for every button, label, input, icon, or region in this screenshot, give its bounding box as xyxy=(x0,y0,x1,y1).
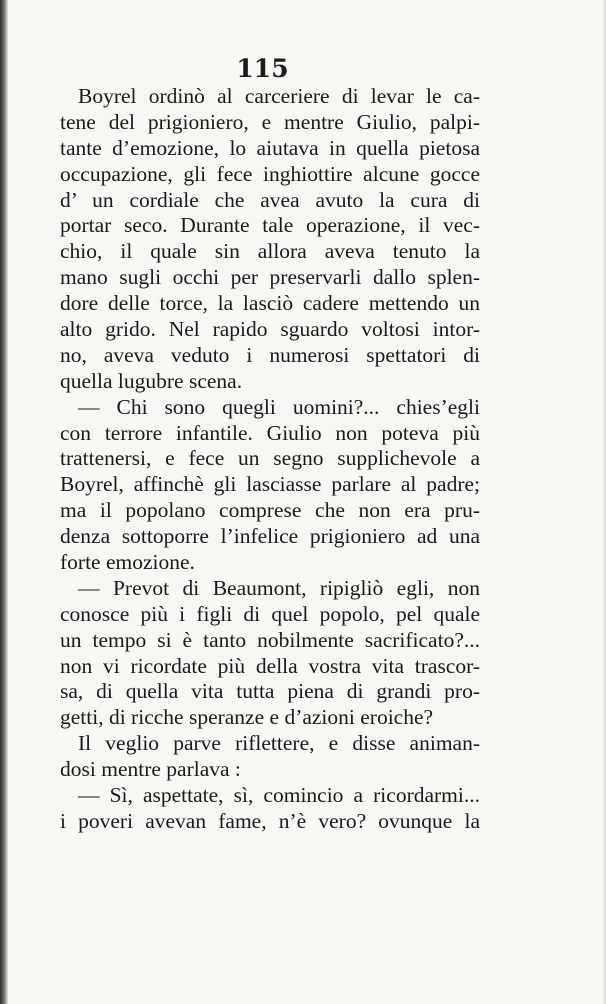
text-line: dore delle torce, la lasciò cadere mettendo un xyxy=(60,291,480,316)
body-text xyxy=(60,84,480,835)
text-line: quella lugubre scena. xyxy=(60,368,243,393)
text-line: d’ un cordiale che avea avuto la cura di xyxy=(60,187,480,212)
text-line: chio, il quale sin allora aveva tenuto la xyxy=(60,239,480,264)
text-line: alto grido. Nel rapido sguardo voltosi intor- xyxy=(60,317,480,342)
text-line: occupazione, gli fece inghiottire alcune gocce xyxy=(60,161,480,186)
text-line: sa, di quella vita tutta piena di grandi pro- xyxy=(60,679,480,704)
text-line: conosce più i figli di quel popolo, pel quale xyxy=(60,601,480,626)
text-line: trattenersi, e fece un segno supplichevole a xyxy=(60,446,480,471)
text-line: un tempo si è tanto nobilmente sacrificato?... xyxy=(60,627,480,652)
text-line: portar seco. Durante tale operazione, il vec- xyxy=(60,213,480,238)
page-right-edge xyxy=(602,0,606,1004)
page-binding-edge xyxy=(0,0,8,1004)
text-line: — Sì, aspettate, sì, comincio a ricordarmi... xyxy=(78,783,480,808)
text-line: dosi mentre parlava : xyxy=(60,757,241,782)
text-line: — Chi sono quegli uomini?... chies’egli xyxy=(78,394,480,419)
text-line: mano sugli occhi per preservarli dallo splen- xyxy=(60,265,480,290)
text-line: denza sottoporre l’infelice prigioniero ad una xyxy=(60,524,480,549)
text-line: Boyrel, affinchè gli lasciasse parlare al padre; xyxy=(60,472,480,497)
text-line: i poveri avevan fame, n’è vero? ovunque la xyxy=(60,808,480,833)
text-line: con terrore infantile. Giulio non poteva più xyxy=(60,420,480,445)
text-line: forte emozione. xyxy=(60,550,195,575)
text-line: ma il popolano comprese che non era pru- xyxy=(60,498,480,523)
text-line: Il veglio parve riflettere, e disse animan- xyxy=(78,731,480,756)
text-line: Boyrel ordinò al carceriere di levar le ca- xyxy=(78,84,480,108)
text-line: non vi ricordate più della vostra vita trascor- xyxy=(60,653,480,678)
text-line: getti, di ricche speranze e d’azioni eroiche? xyxy=(60,705,434,730)
page-number: 115 xyxy=(236,54,289,83)
text-line: tante d’emozione, lo aiutava in quella pietosa xyxy=(60,135,480,160)
text-line: no, aveva veduto i numerosi spettatori di xyxy=(60,342,480,367)
text-line: — Prevot di Beaumont, ripigliò egli, non xyxy=(78,575,480,600)
text-line: tene del prigioniero, e mentre Giulio, palpi- xyxy=(60,109,480,134)
